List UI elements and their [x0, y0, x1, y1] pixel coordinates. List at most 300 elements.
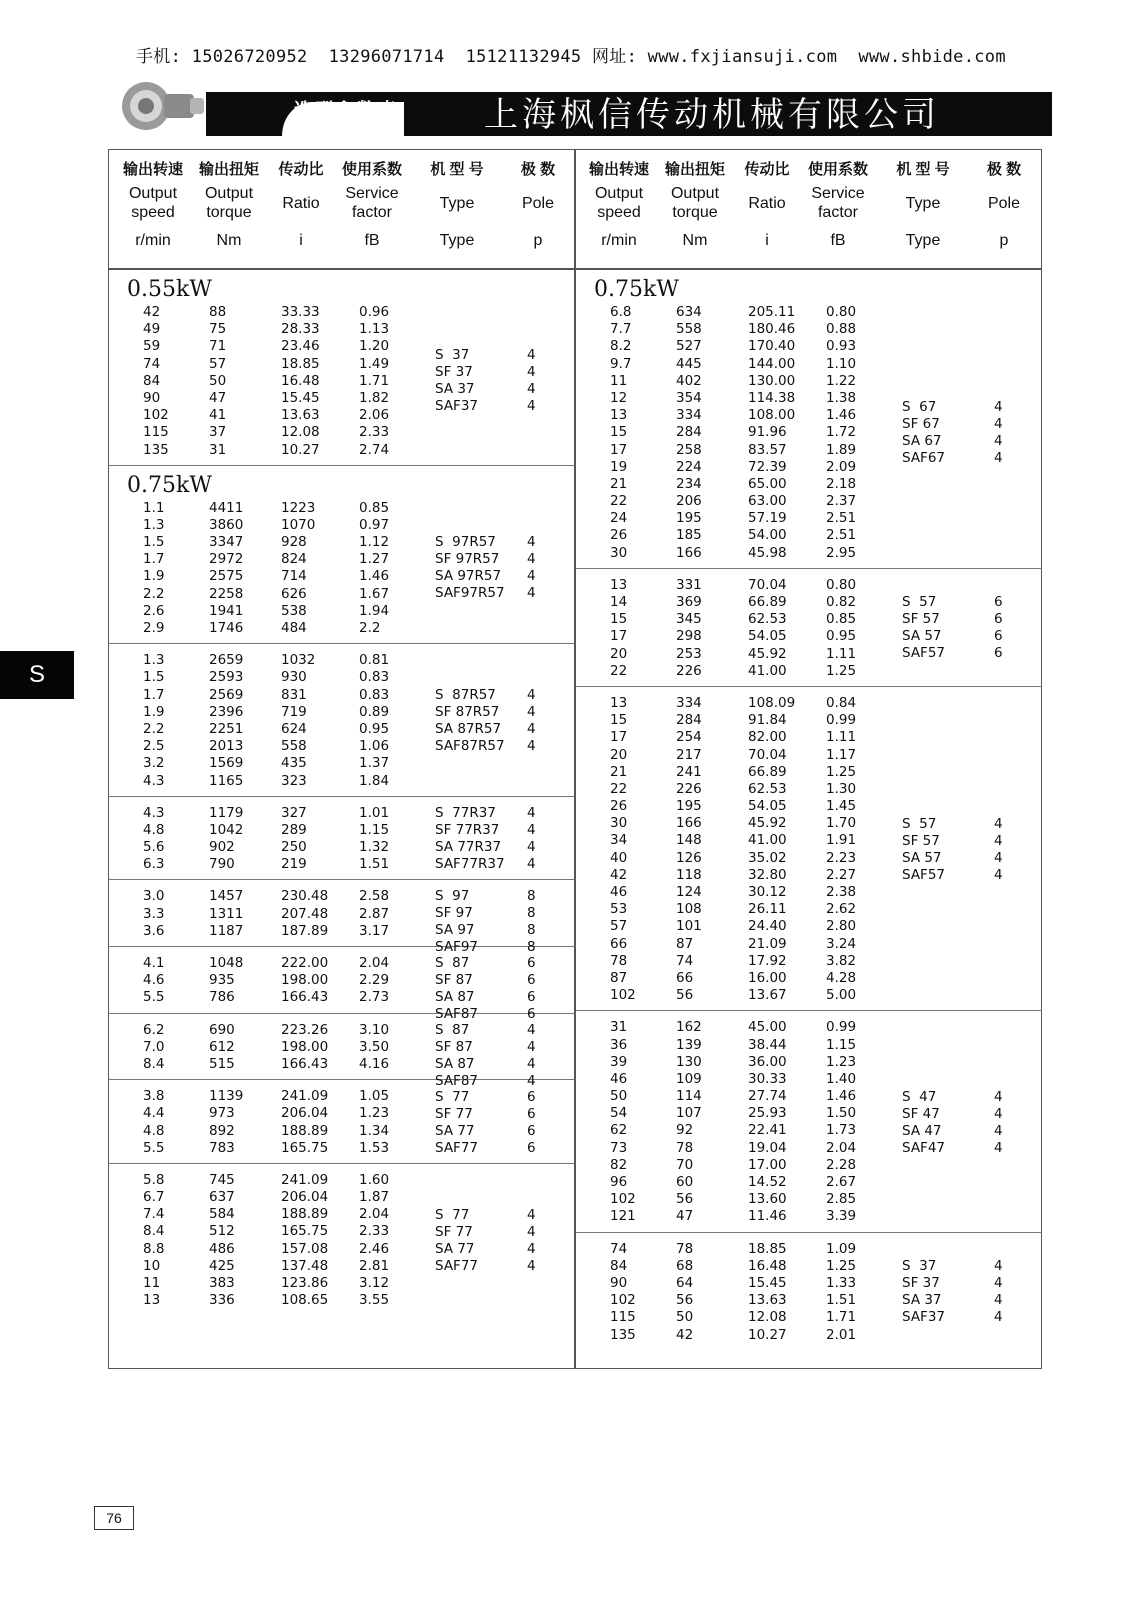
torque-cell: 254	[676, 729, 702, 746]
torque-cell: 78	[676, 1240, 694, 1257]
table-row	[576, 867, 1042, 884]
torque-cell: 512	[209, 1223, 235, 1240]
table-row	[576, 884, 1042, 901]
speed-cell: 7.4	[143, 1206, 165, 1223]
pole-list	[527, 687, 536, 755]
torque-cell: 745	[209, 1171, 235, 1188]
type-code: SF 67	[902, 416, 940, 432]
torque-cell: 402	[676, 372, 702, 389]
table-row	[109, 620, 575, 637]
power-heading: 0.55kW	[127, 277, 212, 302]
speed-cell: 13	[610, 407, 628, 424]
pole-value: 4	[527, 1223, 536, 1240]
torque-cell: 108	[676, 901, 702, 918]
torque-cell: 139	[676, 1036, 702, 1053]
ratio-cell: 114.38	[748, 389, 796, 406]
table-row	[576, 1275, 1042, 1292]
torque-cell: 1048	[209, 955, 244, 971]
table-row	[109, 1189, 575, 1206]
torque-cell: 56	[676, 1191, 694, 1208]
ratio-cell: 21.09	[748, 935, 787, 952]
ratio-cell: 198.00	[281, 1038, 329, 1055]
header-cn: 输出扭矩	[198, 161, 259, 178]
torque-cell: 1187	[209, 922, 244, 939]
speed-cell: 50	[610, 1088, 628, 1105]
header-cn: 输出扭矩	[664, 161, 725, 178]
header-unit: Nm	[216, 232, 242, 249]
service-factor-cell: 0.81	[359, 652, 390, 669]
ratio-cell: 538	[281, 602, 307, 619]
ratio-cell: 222.00	[281, 955, 329, 971]
service-factor-cell: 1.30	[826, 780, 857, 797]
service-factor-cell: 1.46	[359, 568, 390, 585]
ratio-cell: 188.89	[281, 1122, 329, 1139]
ratio-cell: 45.92	[748, 645, 787, 662]
torque-cell: 783	[209, 1139, 235, 1156]
service-factor-cell: 3.55	[359, 1292, 390, 1309]
service-factor-cell: 1.17	[826, 746, 857, 763]
speed-cell: 84	[610, 1257, 628, 1274]
service-factor-cell: 1.13	[359, 321, 390, 338]
service-factor-cell: 2.51	[826, 527, 857, 544]
pole-value: 4	[527, 856, 536, 873]
type-list	[435, 534, 505, 602]
torque-cell: 226	[676, 662, 702, 679]
torque-cell: 241	[676, 763, 702, 780]
table-row	[109, 755, 575, 772]
table-row	[576, 646, 1042, 663]
header-en: Output torque	[670, 185, 720, 221]
type-code: SF 37	[435, 364, 473, 381]
pole-value: 4	[994, 1088, 1003, 1105]
gearmotor-icon	[106, 74, 212, 136]
ratio-cell: 250	[281, 839, 307, 856]
torque-cell: 1311	[209, 905, 244, 922]
table-row	[109, 500, 575, 517]
service-factor-cell: 1.25	[826, 1257, 857, 1274]
speed-cell: 1.7	[143, 551, 165, 568]
table-header-left	[109, 150, 575, 268]
service-factor-cell: 0.97	[359, 516, 390, 533]
service-factor-cell: 1.06	[359, 738, 390, 755]
speed-cell: 54	[610, 1105, 628, 1122]
torque-cell: 162	[676, 1019, 702, 1036]
speed-cell: 4.1	[143, 955, 165, 971]
type-code: SA 47	[902, 1122, 942, 1139]
ratio-cell: 15.45	[748, 1274, 787, 1291]
table-row	[576, 1071, 1042, 1088]
torque-cell: 226	[676, 780, 702, 797]
speed-cell: 1.5	[143, 534, 165, 551]
speed-cell: 4.6	[143, 972, 165, 989]
speed-cell: 17	[610, 441, 628, 458]
service-factor-cell: 1.10	[826, 355, 857, 372]
type-code: SA 87	[435, 989, 475, 1005]
ratio-cell: 137.48	[281, 1257, 329, 1274]
torque-cell: 37	[209, 424, 227, 441]
pole-value: 4	[527, 381, 536, 398]
service-factor-cell: 1.94	[359, 602, 390, 619]
service-factor-cell: 2.62	[826, 901, 857, 918]
table-row	[576, 1292, 1042, 1309]
torque-cell: 42	[676, 1326, 694, 1343]
power-heading: 0.75kW	[594, 277, 679, 302]
speed-cell: 31	[610, 1019, 628, 1036]
table-row	[109, 687, 575, 704]
table-row	[109, 517, 575, 534]
speed-cell: 102	[610, 987, 636, 1004]
torque-cell: 902	[209, 839, 235, 856]
ratio-cell: 91.84	[748, 712, 787, 729]
table-row	[576, 1191, 1042, 1208]
header-cn: 极 数	[986, 161, 1022, 178]
table-row	[576, 1208, 1042, 1225]
header-unit: p	[533, 232, 543, 249]
ratio-cell: 83.57	[748, 441, 787, 458]
torque-cell: 4411	[209, 499, 244, 516]
table-row	[576, 1327, 1042, 1344]
torque-cell: 1457	[209, 888, 244, 905]
pole-value: 6	[527, 1122, 536, 1139]
data-rows	[109, 888, 575, 940]
torque-cell: 690	[209, 1021, 235, 1038]
service-factor-cell: 1.23	[359, 1105, 390, 1122]
torque-cell: 1941	[209, 602, 244, 619]
type-code: S 77	[435, 1088, 470, 1105]
service-factor-cell: 2.87	[359, 905, 390, 922]
type-list	[902, 1089, 945, 1157]
table-row	[576, 918, 1042, 935]
speed-cell: 22	[610, 662, 628, 679]
service-factor-cell: 1.46	[826, 407, 857, 424]
speed-cell: 2.9	[143, 620, 165, 636]
ratio-cell: 24.40	[748, 918, 787, 935]
table-row	[109, 972, 575, 989]
speed-cell: 8.4	[143, 1223, 165, 1240]
pole-value: 4	[527, 1257, 536, 1274]
torque-cell: 973	[209, 1105, 235, 1122]
torque-cell: 185	[676, 527, 702, 544]
table-row	[576, 850, 1042, 867]
header-cn: 使用系数	[341, 161, 402, 178]
torque-cell: 345	[676, 611, 702, 628]
ratio-cell: 22.41	[748, 1122, 787, 1139]
ratio-cell: 54.00	[748, 527, 787, 544]
header-unit: r/min	[601, 232, 637, 249]
service-factor-cell: 1.32	[359, 839, 390, 856]
ratio-cell: 14.52	[748, 1174, 787, 1190]
torque-cell: 118	[676, 866, 702, 883]
ratio-cell: 219	[281, 856, 307, 873]
type-code: SAF47	[902, 1139, 945, 1156]
service-factor-cell: 1.67	[359, 585, 390, 602]
ratio-cell: 62.53	[748, 611, 787, 628]
pole-value: 4	[994, 832, 1003, 849]
data-rows	[576, 577, 1042, 680]
type-list	[902, 1258, 945, 1326]
ratio-cell: 30.33	[748, 1070, 787, 1087]
service-factor-cell: 1.11	[826, 729, 857, 746]
header-unit: i	[299, 232, 303, 249]
speed-cell: 40	[610, 849, 628, 866]
type-code: S 37	[902, 1258, 937, 1275]
torque-cell: 2569	[209, 686, 244, 703]
ratio-cell: 65.00	[748, 475, 787, 492]
pole-value: 4	[527, 1055, 536, 1072]
speed-cell: 20	[610, 645, 628, 662]
ratio-cell: 123.86	[281, 1275, 329, 1291]
service-factor-cell: 2.46	[359, 1240, 390, 1257]
speed-cell: 1.3	[143, 516, 165, 533]
service-factor-cell: 2.06	[359, 407, 390, 424]
speed-cell: 26	[610, 798, 628, 815]
torque-cell: 1746	[209, 620, 244, 636]
service-factor-cell: 4.28	[826, 969, 857, 986]
speed-cell: 3.0	[143, 888, 165, 905]
ratio-cell: 10.27	[281, 441, 320, 458]
speed-cell: 13	[610, 576, 628, 593]
speed-cell: 21	[610, 475, 628, 492]
pole-value: 4	[994, 1309, 1003, 1326]
table-row	[576, 459, 1042, 476]
torque-cell: 50	[209, 372, 227, 389]
speed-cell: 42	[143, 304, 161, 320]
speed-cell: 36	[610, 1036, 628, 1053]
section-tab: S	[0, 651, 74, 699]
service-factor-cell: 1.82	[359, 389, 390, 406]
type-code: S 87	[435, 955, 470, 971]
speed-cell: 87	[610, 969, 628, 986]
speed-cell: 19	[610, 458, 628, 475]
speed-cell: 8.2	[610, 338, 632, 355]
speed-cell: 42	[610, 866, 628, 883]
ratio-cell: 108.00	[748, 407, 796, 424]
type-code: SAF87R57	[435, 737, 505, 754]
type-code: SA 77	[435, 1240, 475, 1257]
ratio-cell: 223.26	[281, 1021, 329, 1038]
pole-value: 4	[527, 839, 536, 856]
speed-cell: 135	[610, 1326, 636, 1343]
service-factor-cell: 2.81	[359, 1257, 390, 1274]
ratio-cell: 10.27	[748, 1326, 787, 1343]
service-factor-cell: 5.00	[826, 987, 857, 1004]
spec-block	[576, 270, 1042, 569]
torque-cell: 130	[676, 1053, 702, 1070]
speed-cell: 10	[143, 1257, 161, 1274]
service-factor-cell: 0.89	[359, 703, 390, 720]
ratio-cell: 714	[281, 568, 307, 585]
table-row	[576, 628, 1042, 645]
ratio-cell: 166.43	[281, 989, 329, 1006]
ratio-cell: 23.46	[281, 338, 320, 355]
speed-cell: 14	[610, 594, 628, 610]
torque-cell: 195	[676, 798, 702, 815]
table-row	[576, 1122, 1042, 1139]
torque-cell: 1042	[209, 821, 244, 838]
table-row	[576, 1105, 1042, 1122]
ratio-cell: 57.19	[748, 510, 787, 527]
torque-cell: 148	[676, 832, 702, 849]
ratio-cell: 165.75	[281, 1139, 329, 1156]
ratio-cell: 66.89	[748, 763, 787, 780]
torque-cell: 354	[676, 389, 702, 406]
torque-cell: 2575	[209, 568, 244, 585]
service-factor-cell: 0.95	[826, 628, 857, 645]
table-row	[109, 773, 575, 790]
type-code: SF 87R57	[435, 703, 500, 720]
type-code: SAF57	[902, 866, 945, 883]
table-row	[576, 987, 1042, 1004]
ratio-cell: 45.00	[748, 1019, 787, 1036]
speed-cell: 17	[610, 729, 628, 746]
service-factor-cell: 1.15	[359, 821, 390, 838]
service-factor-cell: 1.01	[359, 804, 390, 821]
table-row	[109, 356, 575, 373]
table-row	[576, 390, 1042, 407]
speed-cell: 22	[610, 493, 628, 510]
torque-cell: 71	[209, 338, 227, 355]
ratio-cell: 241.09	[281, 1171, 329, 1188]
spec-block	[109, 270, 575, 466]
service-factor-cell: 2.33	[359, 424, 390, 441]
torque-cell: 2972	[209, 551, 244, 568]
service-factor-cell: 1.15	[826, 1036, 857, 1053]
type-list	[435, 687, 505, 755]
ratio-cell: 108.65	[281, 1292, 329, 1309]
torque-cell: 612	[209, 1038, 235, 1055]
type-list	[902, 399, 945, 467]
ratio-cell: 1223	[281, 499, 316, 516]
torque-cell: 515	[209, 1055, 235, 1072]
torque-cell: 41	[209, 407, 227, 424]
speed-cell: 1.7	[143, 686, 165, 703]
service-factor-cell: 1.71	[826, 1309, 857, 1326]
type-code: S 57	[902, 815, 937, 832]
service-factor-cell: 3.24	[826, 935, 857, 952]
pole-value: 4	[527, 822, 536, 839]
ratio-cell: 230.48	[281, 888, 329, 905]
type-code: S 87	[435, 1021, 470, 1038]
speed-cell: 15	[610, 611, 628, 628]
speed-cell: 115	[610, 1309, 636, 1326]
speed-cell: 13	[610, 694, 628, 711]
torque-cell: 3347	[209, 534, 244, 551]
ratio-cell: 188.89	[281, 1206, 329, 1223]
pole-value: 8	[527, 939, 536, 956]
speed-cell: 46	[610, 884, 628, 900]
speed-cell: 1.9	[143, 568, 165, 585]
table-row	[109, 923, 575, 940]
speed-cell: 34	[610, 832, 628, 849]
speed-cell: 2.2	[143, 720, 165, 737]
service-factor-cell: 1.60	[359, 1171, 390, 1188]
service-factor-cell: 1.40	[826, 1070, 857, 1087]
torque-cell: 109	[676, 1070, 702, 1087]
ratio-cell: 91.96	[748, 424, 787, 441]
ratio-cell: 108.09	[748, 694, 796, 711]
service-factor-cell: 2.95	[826, 544, 857, 561]
type-code: SF 57	[902, 832, 940, 849]
type-code: SAF97R57	[435, 585, 505, 602]
table-row	[576, 1037, 1042, 1054]
table-row	[576, 1241, 1042, 1258]
data-rows	[109, 805, 575, 874]
table-row	[109, 1022, 575, 1039]
table-row	[109, 373, 575, 390]
pole-value: 4	[994, 1139, 1003, 1156]
speed-cell: 84	[143, 372, 161, 389]
table-row	[576, 424, 1042, 441]
speed-cell: 21	[610, 763, 628, 780]
ratio-cell: 719	[281, 703, 307, 720]
data-rows	[109, 1088, 575, 1157]
torque-cell: 64	[676, 1274, 694, 1291]
ratio-cell: 19.04	[748, 1139, 787, 1156]
service-factor-cell: 1.37	[359, 755, 390, 772]
speed-cell: 30	[610, 815, 628, 832]
table-row	[109, 652, 575, 669]
table-row	[109, 839, 575, 856]
header-cn: 输出转速	[588, 161, 649, 178]
ratio-cell: 205.11	[748, 304, 796, 320]
ratio-cell: 187.89	[281, 922, 329, 939]
speed-cell: 78	[610, 952, 628, 969]
type-code: SF 37	[902, 1275, 940, 1292]
torque-cell: 56	[676, 1292, 694, 1309]
header-unit: fB	[364, 232, 380, 249]
torque-cell: 68	[676, 1257, 694, 1274]
torque-cell: 2251	[209, 720, 244, 737]
table-row	[576, 663, 1042, 680]
type-code: SF 47	[902, 1105, 940, 1122]
pole-value: 4	[527, 1072, 536, 1089]
pole-value: 4	[527, 686, 536, 703]
service-factor-cell: 1.11	[826, 645, 857, 662]
header-en: Ratio	[282, 195, 320, 212]
pole-value: 4	[994, 815, 1003, 832]
service-factor-cell: 0.80	[826, 576, 857, 593]
header-cn: 机 型 号	[896, 161, 950, 178]
torque-cell: 3860	[209, 516, 244, 533]
type-code: SAF97	[435, 939, 478, 956]
speed-cell: 7.0	[143, 1038, 165, 1055]
service-factor-cell: 2.18	[826, 475, 857, 492]
type-code: S 77R37	[435, 805, 496, 822]
service-factor-cell: 2.38	[826, 884, 857, 900]
pole-value: 4	[527, 1021, 536, 1038]
torque-cell: 383	[209, 1275, 235, 1291]
data-rows	[576, 304, 1042, 562]
speed-cell: 5.8	[143, 1171, 165, 1188]
table-row	[576, 594, 1042, 611]
torque-cell: 284	[676, 712, 702, 729]
table-row	[576, 729, 1042, 746]
table-row	[576, 493, 1042, 510]
data-rows	[576, 695, 1042, 1004]
type-list	[902, 594, 945, 662]
data-rows	[576, 1019, 1042, 1225]
speed-cell: 4.3	[143, 772, 165, 789]
pole-value: 4	[994, 1292, 1003, 1309]
ratio-cell: 180.46	[748, 321, 796, 338]
table-row	[109, 721, 575, 738]
header-unit: fB	[830, 232, 846, 249]
ratio-cell: 11.46	[748, 1208, 787, 1225]
service-factor-cell: 2.73	[359, 989, 390, 1006]
speed-cell: 15	[610, 424, 628, 441]
speed-cell: 121	[610, 1208, 636, 1225]
spec-block	[109, 1014, 575, 1089]
